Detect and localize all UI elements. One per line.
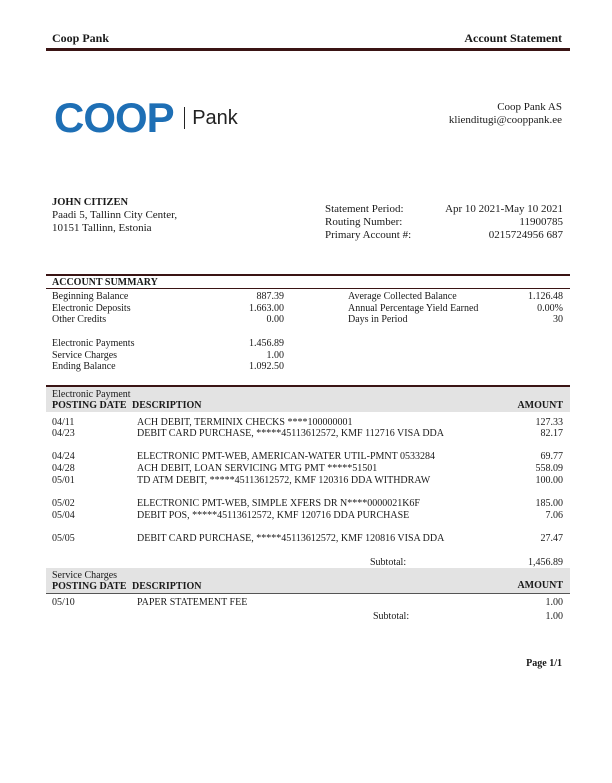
row-amount: 127.33 — [535, 417, 563, 428]
summary-right-column — [348, 291, 563, 326]
summary-label: Service Charges — [52, 349, 118, 361]
logo-subtext: Pank — [192, 107, 238, 129]
row-date: 05/04 — [52, 510, 75, 521]
row-date: 05/10 — [52, 597, 75, 608]
summary-value: 1.663.00 — [249, 302, 284, 314]
customer-address-line2: 10151 Tallinn, Estonia — [52, 222, 152, 234]
table-row — [52, 428, 563, 440]
row-amount: 558.09 — [535, 463, 563, 474]
row-description: ELECTRONIC PMT-WEB, AMERICAN-WATER UTIL-PMNT 0533284 — [137, 451, 436, 462]
summary-row — [52, 350, 284, 362]
header-rule — [46, 48, 570, 51]
page-number: Page 1/1 — [526, 658, 562, 669]
row-description: PAPER STATEMENT FEE — [137, 597, 248, 608]
row-description: ACH DEBIT, LOAN SERVICING MTG PMT *****51501 — [137, 463, 378, 474]
col-description: DESCRIPTION — [132, 581, 202, 592]
summary-row — [52, 314, 284, 326]
service-header-rule — [46, 593, 570, 594]
statement-info — [325, 203, 563, 242]
summary-title-rule — [46, 288, 570, 289]
summary-label: Other Credits — [52, 314, 107, 326]
summary-label: Electronic Payments — [52, 338, 135, 349]
account-summary-title: ACCOUNT SUMMARY — [52, 277, 158, 288]
logo-separator — [184, 107, 186, 129]
row-amount: 82.17 — [540, 428, 563, 439]
service-subtotal-value: 1.00 — [545, 611, 563, 622]
col-description: DESCRIPTION — [132, 400, 202, 411]
statement-period-row — [325, 203, 563, 216]
bank-legal-name: Coop Pank AS — [497, 101, 562, 113]
summary-row — [348, 291, 563, 303]
summary-value: 1.456.89 — [249, 338, 284, 349]
row-description: DEBIT POS, *****45113612572, KMF 120716 DDA PURCHASE — [137, 510, 410, 521]
summary-row — [52, 303, 284, 315]
summary-label: Average Collected Balance — [348, 291, 457, 302]
table-row — [52, 451, 563, 463]
bank-email: klienditugi@cooppank.ee — [448, 114, 562, 126]
row-date: 04/28 — [52, 463, 75, 474]
header-bank-name: Coop Pank — [52, 31, 110, 45]
row-description: DEBIT CARD PURCHASE, *****45113612572, KMF 112716 VISA DDA — [137, 428, 444, 439]
summary-value: 1.126.48 — [528, 291, 563, 302]
summary-value: 887.39 — [256, 291, 284, 302]
row-amount: 1.00 — [545, 597, 563, 608]
primary-account-label: Primary Account #: — [325, 229, 412, 241]
summary-top-rule — [46, 274, 570, 276]
summary-value: 30 — [553, 314, 563, 326]
primary-account-value: 0215724956 687 — [488, 229, 563, 241]
statement-period-value: Apr 10 2021-May 10 2021 — [445, 203, 563, 215]
summary-row — [52, 338, 284, 350]
summary-value: 1.00 — [266, 349, 284, 361]
table-row — [52, 475, 563, 487]
routing-number-row — [325, 216, 563, 229]
row-date: 05/05 — [52, 533, 75, 544]
row-date: 05/01 — [52, 475, 75, 486]
electronic-subtotal-value: 1,456.89 — [528, 557, 563, 568]
statement-period-label: Statement Period: — [325, 203, 404, 215]
logo-wordmark: COOP — [54, 94, 174, 141]
summary-label: Annual Percentage Yield Earned — [348, 302, 479, 314]
bank-contact-info — [449, 101, 562, 127]
primary-account-row — [325, 229, 563, 242]
row-amount: 69.77 — [540, 451, 563, 462]
service-subtotal-label: Subtotal: — [373, 611, 410, 622]
col-amount: AMOUNT — [517, 400, 563, 411]
row-amount: 27.47 — [540, 533, 563, 544]
row-date: 04/23 — [52, 428, 75, 439]
row-amount: 100.00 — [535, 475, 563, 486]
summary-label: Beginning Balance — [52, 291, 129, 302]
row-description: TD ATM DEBIT, *****45113612572, KMF 120316 DDA WITHDRAW — [137, 475, 431, 486]
coop-pank-logo — [54, 94, 238, 141]
col-posting-date: POSTING DATE — [52, 581, 127, 592]
summary-row — [348, 314, 563, 326]
summary-label: Ending Balance — [52, 361, 116, 373]
summary-label: Electronic Deposits — [52, 302, 131, 314]
table-row — [52, 463, 563, 475]
header-doc-title: Account Statement — [464, 31, 562, 45]
table-row — [52, 597, 563, 609]
table-row — [52, 510, 563, 522]
customer-name: JOHN CITIZEN — [52, 197, 129, 208]
table-row — [52, 533, 563, 545]
row-amount: 7.06 — [545, 510, 563, 521]
customer-address-line1: Paadi 5, Tallinn City Center, — [52, 209, 178, 221]
table-row — [52, 498, 563, 510]
summary-row — [348, 303, 563, 315]
summary-value: 1.092.50 — [249, 361, 284, 373]
table-row — [52, 417, 563, 429]
summary-row — [52, 361, 284, 373]
row-amount: 185.00 — [535, 498, 563, 509]
electronic-subtotal-label: Subtotal: — [370, 557, 407, 568]
row-description: ELECTRONIC PMT-WEB, SIMPLE XFERS DR N****0000021K6F — [137, 498, 420, 509]
summary-value: 0.00 — [266, 314, 284, 326]
summary-label: Days in Period — [348, 314, 408, 326]
row-description: DEBIT CARD PURCHASE, *****45113612572, KMF 120816 VISA DDA — [137, 533, 445, 544]
row-description: ACH DEBIT, TERMINIX CHECKS ****100000001 — [137, 417, 353, 428]
customer-address-block — [52, 196, 177, 235]
row-date: 04/24 — [52, 451, 75, 462]
summary-left-column — [52, 291, 284, 326]
col-amount: AMOUNT — [517, 580, 563, 591]
summary-value: 0.00% — [537, 302, 563, 314]
row-date: 04/11 — [52, 417, 75, 428]
routing-number-value: 11900785 — [519, 216, 563, 228]
routing-number-label: Routing Number: — [325, 216, 403, 228]
col-posting-date: POSTING DATE — [52, 400, 127, 411]
summary-left-column-2 — [52, 338, 284, 373]
summary-row — [52, 291, 284, 303]
service-section-label: Service Charges — [52, 570, 118, 581]
electronic-section-label: Electronic Payment — [52, 389, 131, 400]
row-date: 05/02 — [52, 498, 75, 509]
